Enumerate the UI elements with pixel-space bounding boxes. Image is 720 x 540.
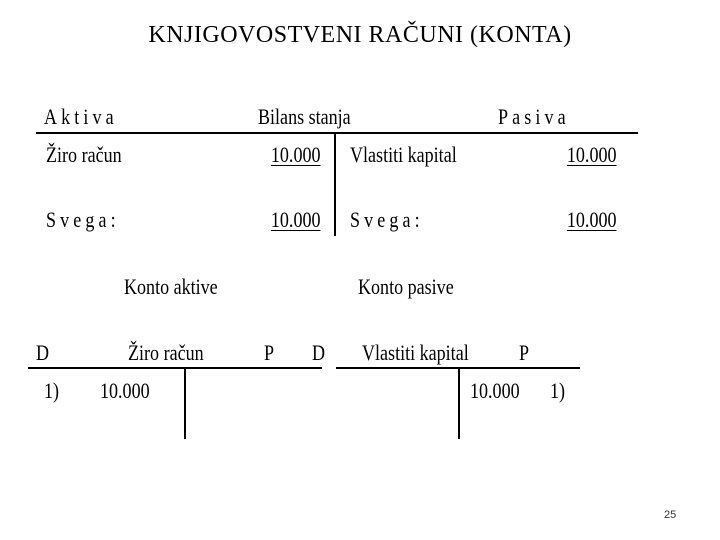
balance-left-row-value: 10.000 bbox=[270, 142, 320, 167]
page-number: 25 bbox=[664, 509, 677, 521]
t-account-debit-label: D bbox=[36, 340, 50, 365]
balance-left-total-value: 10.000 bbox=[270, 207, 320, 232]
balance-right-row-value: 10.000 bbox=[566, 142, 616, 167]
t-account-debit-label: D bbox=[312, 340, 326, 365]
t-account-name: Žiro račun bbox=[128, 340, 204, 365]
balance-right-total-label: Svega: bbox=[350, 207, 424, 232]
balance-right-total-value: 10.000 bbox=[566, 207, 616, 232]
balance-left-total-label: Svega: bbox=[46, 207, 120, 232]
balance-left-row-label: Žiro račun bbox=[46, 142, 122, 167]
bilans-stanja-header: Bilans stanja bbox=[258, 104, 351, 129]
balance-right-row-label: Vlastiti kapital bbox=[350, 142, 457, 167]
t-account-credit-label: P bbox=[519, 340, 530, 365]
balance-sheet-divider bbox=[334, 134, 336, 236]
t-account-entry-ref: 1) bbox=[44, 378, 60, 403]
t-account-entry-value: 10.000 bbox=[100, 378, 150, 403]
konto-pasive-label: Konto pasive bbox=[358, 274, 454, 299]
t-account-credit-label: P bbox=[264, 340, 275, 365]
pasiva-header: Pasiva bbox=[498, 104, 570, 129]
t-account-entry-value: 10.000 bbox=[470, 378, 520, 403]
t-account-name: Vlastiti kapital bbox=[362, 340, 469, 365]
balance-sheet-top-rule bbox=[36, 132, 638, 134]
aktiva-header: Aktiva bbox=[44, 104, 118, 129]
konto-aktive-label: Konto aktive bbox=[124, 274, 218, 299]
t-account-top-rule bbox=[28, 367, 322, 369]
page-title: KNJIGOVOSTVENI RAČUNI (KONTA) bbox=[148, 22, 572, 48]
t-account-divider bbox=[184, 369, 186, 439]
t-account-divider bbox=[458, 369, 460, 439]
t-account-entry-ref: 1) bbox=[550, 378, 566, 403]
